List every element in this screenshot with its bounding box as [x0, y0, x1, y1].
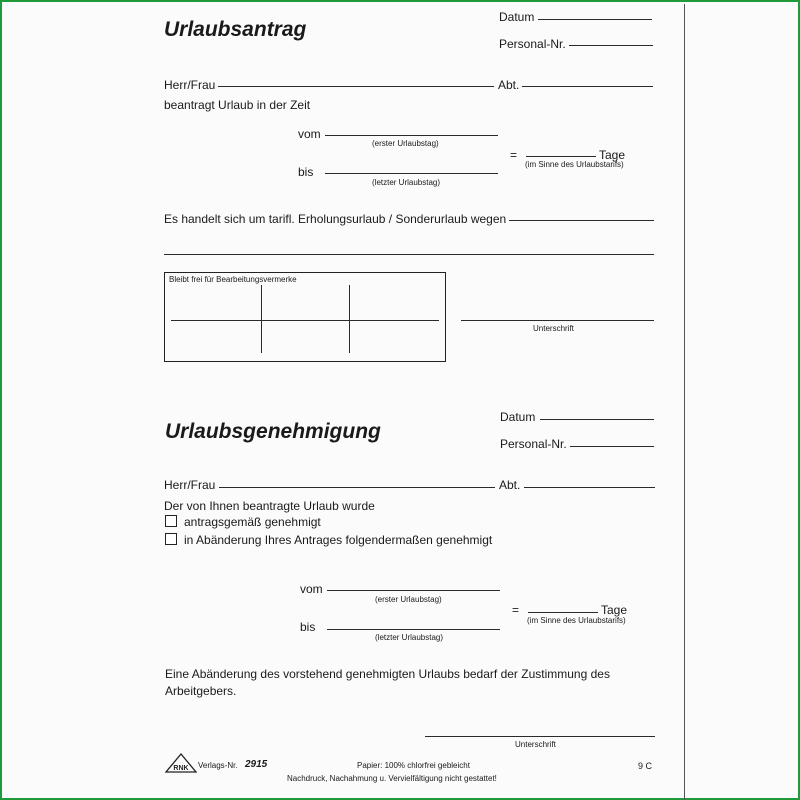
verlags-number: 2915: [245, 759, 268, 770]
antrag-grund-field[interactable]: [509, 220, 654, 221]
genehmigung-erster-caption: (erster Urlaubstag): [375, 595, 442, 604]
antrag-beantragt-text: beantragt Urlaub in der Zeit: [164, 98, 311, 112]
genehmigung-note-line-1: Eine Abänderung des vorstehend genehmigten Urlaubs bedarf der Zustimmung des: [165, 667, 610, 681]
vermerke-hline: [171, 320, 439, 321]
antrag-vom-label: vom: [298, 127, 321, 141]
genehmigung-datum-field[interactable]: [540, 419, 654, 420]
page-code: 9 C: [638, 761, 653, 771]
genehmigung-unterschrift-field[interactable]: [425, 736, 655, 737]
antrag-bis-field[interactable]: [325, 173, 498, 174]
antrag-abt-label: Abt.: [498, 78, 520, 92]
antrag-tage-label: Tage: [599, 148, 626, 162]
bleibt-frei-label: Bleibt frei für Bearbeitungsvermerke: [169, 275, 297, 284]
genehmigung-title: Urlaubsgenehmigung: [165, 420, 381, 443]
antrag-personal-nr-field[interactable]: [569, 45, 653, 46]
page-edge-divider: [684, 4, 685, 800]
antrag-unterschrift-label: Unterschrift: [533, 324, 574, 333]
antrag-es-handelt-text: Es handelt sich um tarifl. Erholungsurlaub / Sonderurlaub wegen: [164, 212, 507, 226]
antrag-name-field[interactable]: [218, 86, 494, 87]
genehmigung-personal-nr-field[interactable]: [570, 446, 654, 447]
publisher-logo-text: RNK: [173, 765, 189, 772]
antrag-grund-field-2[interactable]: [164, 254, 654, 255]
bearbeitungsvermerke-box: [164, 272, 446, 362]
genehmigung-tage-field[interactable]: [528, 612, 598, 613]
genehmigung-im-sinne-caption: (im Sinne des Urlaubstarifs): [527, 616, 626, 625]
genehmigung-herr-frau-label: Herr/Frau: [164, 478, 216, 492]
vermerke-vline-2: [349, 285, 350, 353]
genehmigung-vom-label: vom: [300, 582, 323, 596]
antrag-im-sinne-caption: (im Sinne des Urlaubstarifs): [525, 160, 624, 169]
genehmigung-bis-label: bis: [300, 620, 316, 634]
genehmigung-name-field[interactable]: [219, 487, 495, 488]
genehmigung-datum-label: Datum: [500, 410, 536, 424]
antrag-abt-field[interactable]: [522, 86, 653, 87]
option-abaenderung-checkbox[interactable]: [165, 533, 177, 545]
genehmigung-der-von-text: Der von Ihnen beantragte Urlaub wurde: [164, 499, 375, 513]
genehmigung-abt-label: Abt.: [499, 478, 521, 492]
antrag-title: Urlaubsantrag: [164, 18, 307, 41]
nachdruck-note: Nachdruck, Nachahmung u. Vervielfältigung nicht gestattet!: [287, 774, 497, 783]
verlags-label: Verlags-Nr.: [198, 761, 238, 770]
genehmigung-unterschrift-label: Unterschrift: [515, 740, 556, 749]
antrag-tage-field[interactable]: [526, 156, 596, 157]
genehmigung-personal-nr-label: Personal-Nr.: [500, 437, 567, 451]
antrag-erster-caption: (erster Urlaubstag): [372, 139, 439, 148]
antrag-bis-label: bis: [298, 165, 314, 179]
antrag-letzter-caption: (letzter Urlaubstag): [372, 178, 441, 187]
antrag-herr-frau-label: Herr/Frau: [164, 78, 216, 92]
genehmigung-abt-field[interactable]: [524, 487, 655, 488]
genehmigung-letzter-caption: (letzter Urlaubstag): [375, 633, 444, 642]
antrag-equals-sign: =: [510, 148, 518, 162]
genehmigung-vom-field[interactable]: [327, 590, 500, 591]
antrag-datum-field[interactable]: [538, 19, 652, 20]
publisher-logo-icon: [165, 753, 197, 773]
genehmigung-tage-label: Tage: [601, 603, 628, 617]
antrag-vom-field[interactable]: [325, 135, 498, 136]
genehmigung-equals-sign: =: [512, 603, 520, 617]
vermerke-vline-1: [261, 285, 262, 353]
antrag-personal-nr-label: Personal-Nr.: [499, 37, 566, 51]
option-antragsgemaess-label: antragsgemäß genehmigt: [184, 515, 321, 529]
antrag-unterschrift-field[interactable]: [461, 320, 654, 321]
genehmigung-bis-field[interactable]: [327, 629, 500, 630]
papier-note: Papier: 100% chlorfrei gebleicht: [357, 761, 470, 770]
genehmigung-note-line-2: Arbeitgebers.: [165, 684, 237, 698]
option-antragsgemaess-checkbox[interactable]: [165, 515, 177, 527]
option-abaenderung-label: in Abänderung Ihres Antrages folgendermaßen genehmigt: [184, 533, 493, 547]
antrag-datum-label: Datum: [499, 10, 535, 24]
